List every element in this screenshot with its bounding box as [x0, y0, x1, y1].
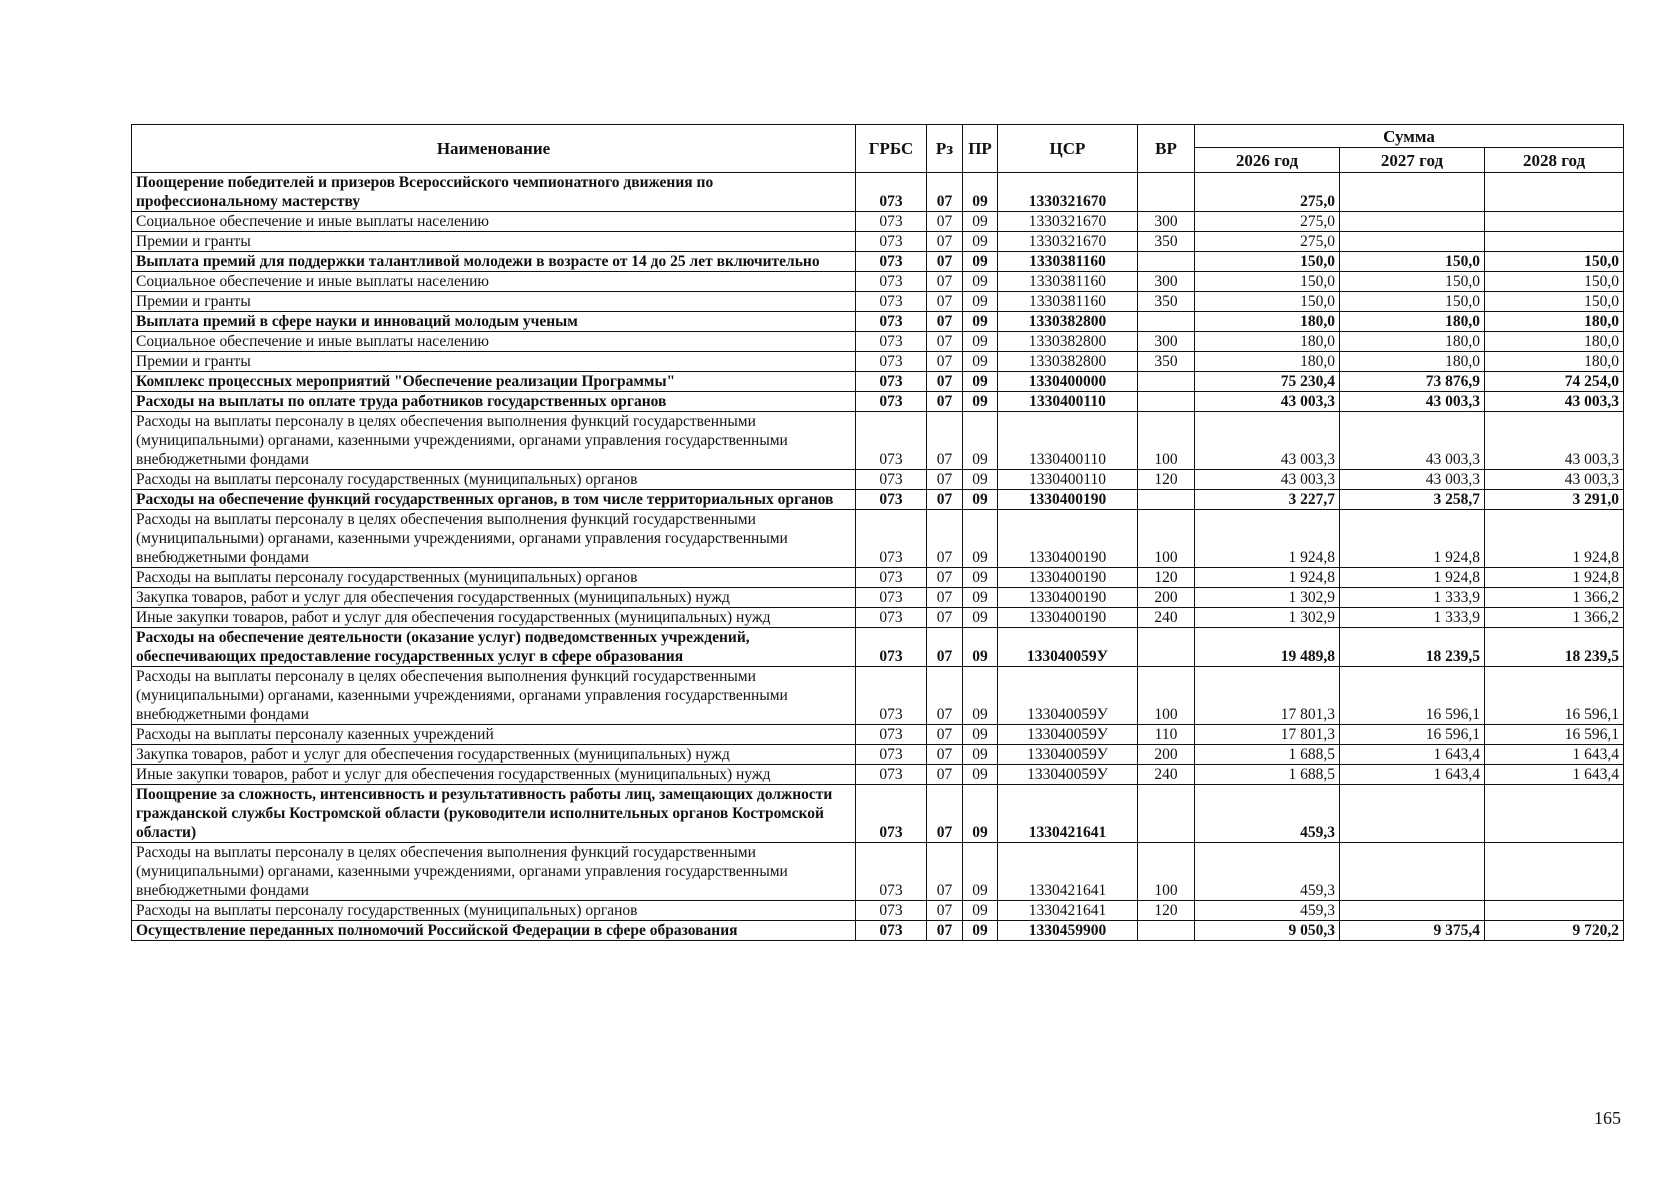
cell-vr — [1138, 921, 1195, 941]
cell-grbs: 073 — [856, 725, 927, 745]
cell-pr: 09 — [963, 232, 998, 252]
cell-rz: 07 — [927, 667, 963, 725]
cell-grbs: 073 — [856, 272, 927, 292]
cell-sum-2026: 180,0 — [1195, 352, 1340, 372]
cell-csr: 1330400190 — [998, 568, 1138, 588]
header-year-2027: 2027 год — [1340, 148, 1485, 173]
cell-vr: 350 — [1138, 352, 1195, 372]
cell-rz: 07 — [927, 470, 963, 490]
cell-csr: 1330382800 — [998, 332, 1138, 352]
cell-pr: 09 — [963, 312, 998, 332]
cell-rz: 07 — [927, 765, 963, 785]
cell-vr: 200 — [1138, 588, 1195, 608]
cell-sum-2027: 180,0 — [1340, 332, 1485, 352]
cell-csr: 1330400000 — [998, 372, 1138, 392]
table-row — [132, 608, 1624, 628]
table-row — [132, 568, 1624, 588]
header-csr: ЦСР — [998, 125, 1138, 173]
cell-rz: 07 — [927, 173, 963, 212]
cell-grbs: 073 — [856, 588, 927, 608]
table-row — [132, 412, 1624, 470]
cell-sum-2028 — [1485, 212, 1624, 232]
cell-name: Социальное обеспечение и иные выплаты населению — [132, 332, 856, 352]
cell-vr — [1138, 392, 1195, 412]
cell-sum-2028: 74 254,0 — [1485, 372, 1624, 392]
cell-csr: 1330321670 — [998, 232, 1138, 252]
cell-sum-2028: 150,0 — [1485, 292, 1624, 312]
cell-pr: 09 — [963, 921, 998, 941]
cell-pr: 09 — [963, 392, 998, 412]
cell-sum-2026: 275,0 — [1195, 173, 1340, 212]
page-number: 165 — [1594, 1108, 1621, 1128]
cell-sum-2027: 1 924,8 — [1340, 510, 1485, 568]
cell-pr: 09 — [963, 372, 998, 392]
cell-sum-2028: 1 643,4 — [1485, 745, 1624, 765]
cell-sum-2027 — [1340, 843, 1485, 901]
cell-vr: 240 — [1138, 765, 1195, 785]
cell-sum-2027: 16 596,1 — [1340, 667, 1485, 725]
cell-grbs: 073 — [856, 332, 927, 352]
cell-sum-2028 — [1485, 232, 1624, 252]
cell-sum-2027 — [1340, 212, 1485, 232]
cell-name: Расходы на выплаты персоналу в целях обеспечения выполнения функций государственными (муниципальными) органами, казенными учреждениями, органами управления государственными внебюджетными фондами — [132, 510, 856, 568]
cell-pr: 09 — [963, 901, 998, 921]
cell-csr: 1330400110 — [998, 470, 1138, 490]
cell-sum-2026: 1 688,5 — [1195, 745, 1340, 765]
cell-grbs: 073 — [856, 490, 927, 510]
cell-csr: 1330321670 — [998, 212, 1138, 232]
cell-sum-2027 — [1340, 785, 1485, 843]
cell-grbs: 073 — [856, 921, 927, 941]
cell-pr: 09 — [963, 843, 998, 901]
cell-grbs: 073 — [856, 312, 927, 332]
cell-rz: 07 — [927, 372, 963, 392]
cell-sum-2027: 18 239,5 — [1340, 628, 1485, 667]
cell-csr: 1330382800 — [998, 312, 1138, 332]
cell-grbs: 073 — [856, 785, 927, 843]
table-row — [132, 272, 1624, 292]
cell-pr: 09 — [963, 785, 998, 843]
cell-sum-2028 — [1485, 843, 1624, 901]
cell-pr: 09 — [963, 252, 998, 272]
cell-sum-2027: 150,0 — [1340, 272, 1485, 292]
cell-csr: 133040059У — [998, 667, 1138, 725]
cell-pr: 09 — [963, 667, 998, 725]
cell-pr: 09 — [963, 470, 998, 490]
table-row — [132, 667, 1624, 725]
cell-csr: 1330321670 — [998, 173, 1138, 212]
cell-rz: 07 — [927, 921, 963, 941]
cell-grbs: 073 — [856, 510, 927, 568]
cell-sum-2026: 1 924,8 — [1195, 568, 1340, 588]
cell-csr: 133040059У — [998, 725, 1138, 745]
cell-grbs: 073 — [856, 470, 927, 490]
cell-name: Социальное обеспечение и иные выплаты населению — [132, 272, 856, 292]
table-row — [132, 725, 1624, 745]
cell-sum-2028: 150,0 — [1485, 252, 1624, 272]
cell-sum-2026: 275,0 — [1195, 232, 1340, 252]
table-row — [132, 212, 1624, 232]
cell-sum-2026: 43 003,3 — [1195, 470, 1340, 490]
cell-grbs: 073 — [856, 628, 927, 667]
cell-sum-2027: 16 596,1 — [1340, 725, 1485, 745]
header-year-2026: 2026 год — [1195, 148, 1340, 173]
cell-sum-2026: 3 227,7 — [1195, 490, 1340, 510]
cell-sum-2028: 1 924,8 — [1485, 510, 1624, 568]
table-row — [132, 588, 1624, 608]
cell-sum-2027: 1 643,4 — [1340, 765, 1485, 785]
cell-vr: 100 — [1138, 510, 1195, 568]
cell-sum-2027: 43 003,3 — [1340, 412, 1485, 470]
cell-csr: 1330421641 — [998, 901, 1138, 921]
cell-rz: 07 — [927, 412, 963, 470]
table-row — [132, 765, 1624, 785]
table-row — [132, 785, 1624, 843]
cell-csr: 1330400190 — [998, 510, 1138, 568]
cell-csr: 1330400110 — [998, 392, 1138, 412]
cell-sum-2028: 150,0 — [1485, 272, 1624, 292]
cell-grbs: 073 — [856, 843, 927, 901]
cell-csr: 1330400190 — [998, 588, 1138, 608]
cell-sum-2026: 9 050,3 — [1195, 921, 1340, 941]
table-header — [132, 125, 1624, 173]
table-body — [132, 173, 1624, 941]
cell-rz: 07 — [927, 628, 963, 667]
cell-grbs: 073 — [856, 212, 927, 232]
cell-vr: 240 — [1138, 608, 1195, 628]
cell-name: Премии и гранты — [132, 232, 856, 252]
cell-sum-2028: 1 924,8 — [1485, 568, 1624, 588]
cell-rz: 07 — [927, 352, 963, 372]
cell-name: Выплата премий для поддержки талантливой молодежи в возрасте от 14 до 25 лет включительно — [132, 252, 856, 272]
cell-csr: 1330381160 — [998, 272, 1138, 292]
cell-rz: 07 — [927, 232, 963, 252]
cell-sum-2027: 1 333,9 — [1340, 608, 1485, 628]
cell-pr: 09 — [963, 628, 998, 667]
cell-sum-2026: 17 801,3 — [1195, 667, 1340, 725]
table-row — [132, 352, 1624, 372]
cell-csr: 1330381160 — [998, 292, 1138, 312]
cell-rz: 07 — [927, 490, 963, 510]
cell-vr — [1138, 372, 1195, 392]
cell-sum-2026: 150,0 — [1195, 292, 1340, 312]
cell-vr — [1138, 490, 1195, 510]
cell-sum-2027: 1 333,9 — [1340, 588, 1485, 608]
table-row — [132, 628, 1624, 667]
cell-sum-2027: 43 003,3 — [1340, 392, 1485, 412]
cell-sum-2027 — [1340, 173, 1485, 212]
cell-sum-2026: 180,0 — [1195, 332, 1340, 352]
cell-csr: 1330381160 — [998, 252, 1138, 272]
cell-sum-2027: 150,0 — [1340, 292, 1485, 312]
cell-name: Расходы на выплаты персоналу государственных (муниципальных) органов — [132, 470, 856, 490]
cell-name: Расходы на выплаты по оплате труда работников государственных органов — [132, 392, 856, 412]
table-row — [132, 745, 1624, 765]
cell-sum-2028: 1 366,2 — [1485, 608, 1624, 628]
cell-vr: 100 — [1138, 412, 1195, 470]
cell-sum-2028: 16 596,1 — [1485, 667, 1624, 725]
cell-csr: 1330400110 — [998, 412, 1138, 470]
cell-sum-2026: 1 302,9 — [1195, 588, 1340, 608]
cell-csr: 1330459900 — [998, 921, 1138, 941]
cell-pr: 09 — [963, 412, 998, 470]
table-row — [132, 232, 1624, 252]
cell-vr: 110 — [1138, 725, 1195, 745]
cell-name: Расходы на выплаты персоналу государственных (муниципальных) органов — [132, 568, 856, 588]
cell-sum-2028: 18 239,5 — [1485, 628, 1624, 667]
header-sum: Сумма — [1195, 125, 1624, 148]
table-row — [132, 292, 1624, 312]
cell-csr: 133040059У — [998, 745, 1138, 765]
cell-vr: 120 — [1138, 901, 1195, 921]
cell-rz: 07 — [927, 588, 963, 608]
cell-pr: 09 — [963, 725, 998, 745]
cell-vr: 350 — [1138, 292, 1195, 312]
cell-sum-2028: 16 596,1 — [1485, 725, 1624, 745]
cell-rz: 07 — [927, 725, 963, 745]
cell-rz: 07 — [927, 510, 963, 568]
cell-rz: 07 — [927, 392, 963, 412]
cell-name: Расходы на выплаты персоналу в целях обеспечения выполнения функций государственными (муниципальными) органами, казенными учреждениями, органами управления государственными внебюджетными фондами — [132, 412, 856, 470]
cell-rz: 07 — [927, 272, 963, 292]
cell-rz: 07 — [927, 568, 963, 588]
cell-vr: 300 — [1138, 212, 1195, 232]
cell-rz: 07 — [927, 332, 963, 352]
cell-sum-2026: 19 489,8 — [1195, 628, 1340, 667]
cell-sum-2028 — [1485, 901, 1624, 921]
cell-name: Расходы на выплаты персоналу в целях обеспечения выполнения функций государственными (муниципальными) органами, казенными учреждениями, органами управления государственными внебюджетными фондами — [132, 843, 856, 901]
cell-pr: 09 — [963, 292, 998, 312]
cell-vr: 120 — [1138, 470, 1195, 490]
cell-sum-2028 — [1485, 785, 1624, 843]
cell-grbs: 073 — [856, 352, 927, 372]
cell-rz: 07 — [927, 212, 963, 232]
cell-sum-2027: 180,0 — [1340, 352, 1485, 372]
cell-sum-2027: 9 375,4 — [1340, 921, 1485, 941]
cell-sum-2028: 43 003,3 — [1485, 392, 1624, 412]
cell-sum-2026: 459,3 — [1195, 843, 1340, 901]
header-rz: Рз — [927, 125, 963, 173]
cell-grbs: 073 — [856, 765, 927, 785]
cell-grbs: 073 — [856, 392, 927, 412]
cell-csr: 1330382800 — [998, 352, 1138, 372]
cell-name: Социальное обеспечение и иные выплаты населению — [132, 212, 856, 232]
cell-rz: 07 — [927, 785, 963, 843]
cell-csr: 1330421641 — [998, 843, 1138, 901]
cell-pr: 09 — [963, 212, 998, 232]
cell-grbs: 073 — [856, 412, 927, 470]
cell-sum-2028: 180,0 — [1485, 352, 1624, 372]
table-row — [132, 173, 1624, 212]
cell-name: Расходы на обеспечение функций государственных органов, в том числе территориальных органов — [132, 490, 856, 510]
cell-name: Расходы на обеспечение деятельности (оказание услуг) подведомственных учреждений, обеспечивающих предоставление государственных услуг в сфере образования — [132, 628, 856, 667]
cell-sum-2027: 1 924,8 — [1340, 568, 1485, 588]
cell-grbs: 073 — [856, 667, 927, 725]
cell-name: Иные закупки товаров, работ и услуг для обеспечения государственных (муниципальных) нужд — [132, 608, 856, 628]
cell-sum-2026: 180,0 — [1195, 312, 1340, 332]
cell-sum-2028: 43 003,3 — [1485, 412, 1624, 470]
cell-sum-2026: 75 230,4 — [1195, 372, 1340, 392]
cell-pr: 09 — [963, 352, 998, 372]
cell-name: Осуществление переданных полномочий Российской Федерации в сфере образования — [132, 921, 856, 941]
budget-table — [131, 124, 1624, 941]
cell-grbs: 073 — [856, 745, 927, 765]
cell-sum-2028: 180,0 — [1485, 312, 1624, 332]
table-row — [132, 843, 1624, 901]
cell-sum-2027 — [1340, 901, 1485, 921]
cell-sum-2028: 180,0 — [1485, 332, 1624, 352]
header-vr: ВР — [1138, 125, 1195, 173]
cell-sum-2028: 43 003,3 — [1485, 470, 1624, 490]
cell-vr — [1138, 312, 1195, 332]
cell-name: Комплекс процессных мероприятий "Обеспечение реализации Программы" — [132, 372, 856, 392]
cell-sum-2026: 150,0 — [1195, 252, 1340, 272]
cell-pr: 09 — [963, 608, 998, 628]
table-row — [132, 312, 1624, 332]
cell-csr: 1330421641 — [998, 785, 1138, 843]
cell-name: Поощрение за сложность, интенсивность и результативность работы лиц, замещающих должности гражданской службы Костромской области (руководители исполнительных органов Костромской области) — [132, 785, 856, 843]
header-grbs: ГРБС — [856, 125, 927, 173]
cell-rz: 07 — [927, 745, 963, 765]
table-row — [132, 332, 1624, 352]
cell-rz: 07 — [927, 843, 963, 901]
cell-name: Закупка товаров, работ и услуг для обеспечения государственных (муниципальных) нужд — [132, 745, 856, 765]
cell-grbs: 073 — [856, 173, 927, 212]
cell-csr: 133040059У — [998, 628, 1138, 667]
cell-sum-2028: 9 720,2 — [1485, 921, 1624, 941]
cell-grbs: 073 — [856, 232, 927, 252]
table-row — [132, 470, 1624, 490]
cell-name: Закупка товаров, работ и услуг для обеспечения государственных (муниципальных) нужд — [132, 588, 856, 608]
cell-pr: 09 — [963, 173, 998, 212]
cell-pr: 09 — [963, 510, 998, 568]
cell-pr: 09 — [963, 272, 998, 292]
cell-rz: 07 — [927, 292, 963, 312]
cell-vr: 100 — [1138, 667, 1195, 725]
cell-sum-2026: 459,3 — [1195, 785, 1340, 843]
cell-name: Расходы на выплаты персоналу в целях обеспечения выполнения функций государственными (муниципальными) органами, казенными учреждениями, органами управления государственными внебюджетными фондами — [132, 667, 856, 725]
cell-grbs: 073 — [856, 372, 927, 392]
cell-rz: 07 — [927, 312, 963, 332]
cell-sum-2028: 1 366,2 — [1485, 588, 1624, 608]
cell-grbs: 073 — [856, 608, 927, 628]
cell-rz: 07 — [927, 252, 963, 272]
cell-grbs: 073 — [856, 292, 927, 312]
cell-vr: 300 — [1138, 332, 1195, 352]
cell-sum-2026: 1 924,8 — [1195, 510, 1340, 568]
cell-sum-2027: 150,0 — [1340, 252, 1485, 272]
header-year-2028: 2028 год — [1485, 148, 1624, 173]
table-row — [132, 392, 1624, 412]
cell-sum-2026: 17 801,3 — [1195, 725, 1340, 745]
cell-rz: 07 — [927, 901, 963, 921]
cell-sum-2028: 3 291,0 — [1485, 490, 1624, 510]
cell-pr: 09 — [963, 588, 998, 608]
cell-sum-2026: 1 688,5 — [1195, 765, 1340, 785]
cell-pr: 09 — [963, 568, 998, 588]
cell-vr: 300 — [1138, 272, 1195, 292]
cell-pr: 09 — [963, 745, 998, 765]
cell-rz: 07 — [927, 608, 963, 628]
cell-sum-2027: 180,0 — [1340, 312, 1485, 332]
header-pr: ПР — [963, 125, 998, 173]
cell-vr: 100 — [1138, 843, 1195, 901]
cell-csr: 133040059У — [998, 765, 1138, 785]
table-row — [132, 372, 1624, 392]
cell-name: Расходы на выплаты персоналу государственных (муниципальных) органов — [132, 901, 856, 921]
header-name: Наименование — [132, 125, 856, 173]
cell-sum-2026: 43 003,3 — [1195, 392, 1340, 412]
cell-name: Премии и гранты — [132, 352, 856, 372]
cell-name: Иные закупки товаров, работ и услуг для обеспечения государственных (муниципальных) нужд — [132, 765, 856, 785]
cell-csr: 1330400190 — [998, 490, 1138, 510]
cell-vr: 350 — [1138, 232, 1195, 252]
cell-vr — [1138, 252, 1195, 272]
cell-sum-2027: 73 876,9 — [1340, 372, 1485, 392]
table-row — [132, 252, 1624, 272]
cell-name: Выплата премий в сфере науки и инноваций молодым ученым — [132, 312, 856, 332]
cell-sum-2026: 275,0 — [1195, 212, 1340, 232]
cell-sum-2026: 43 003,3 — [1195, 412, 1340, 470]
table-row — [132, 510, 1624, 568]
cell-sum-2027: 1 643,4 — [1340, 745, 1485, 765]
cell-sum-2026: 1 302,9 — [1195, 608, 1340, 628]
cell-vr — [1138, 785, 1195, 843]
cell-pr: 09 — [963, 332, 998, 352]
table-row — [132, 901, 1624, 921]
budget-table-wrapper — [131, 124, 1623, 941]
cell-pr: 09 — [963, 490, 998, 510]
cell-vr: 200 — [1138, 745, 1195, 765]
cell-grbs: 073 — [856, 252, 927, 272]
table-row — [132, 490, 1624, 510]
cell-sum-2027: 43 003,3 — [1340, 470, 1485, 490]
cell-csr: 1330400190 — [998, 608, 1138, 628]
cell-name: Поощерение победителей и призеров Всероссийского чемпионатного движения по профессиональному мастерству — [132, 173, 856, 212]
cell-sum-2028 — [1485, 173, 1624, 212]
cell-vr: 120 — [1138, 568, 1195, 588]
cell-name: Расходы на выплаты персоналу казенных учреждений — [132, 725, 856, 745]
cell-sum-2028: 1 643,4 — [1485, 765, 1624, 785]
cell-name: Премии и гранты — [132, 292, 856, 312]
cell-pr: 09 — [963, 765, 998, 785]
cell-sum-2026: 150,0 — [1195, 272, 1340, 292]
cell-sum-2026: 459,3 — [1195, 901, 1340, 921]
cell-vr — [1138, 173, 1195, 212]
cell-grbs: 073 — [856, 901, 927, 921]
cell-grbs: 073 — [856, 568, 927, 588]
table-row — [132, 921, 1624, 941]
cell-sum-2027: 3 258,7 — [1340, 490, 1485, 510]
cell-vr — [1138, 628, 1195, 667]
cell-sum-2027 — [1340, 232, 1485, 252]
